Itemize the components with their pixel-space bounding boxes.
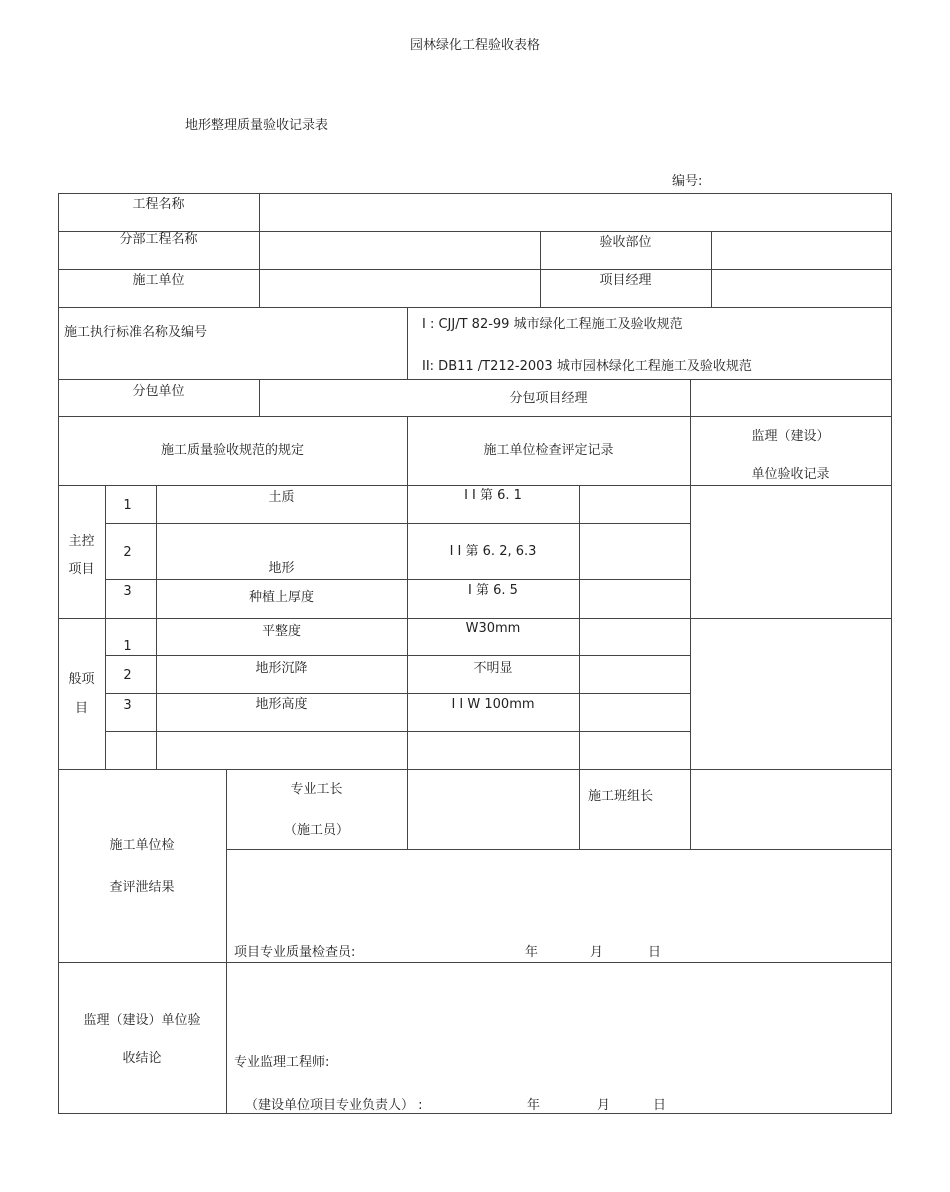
general-item-name: 地形沉降 [255, 661, 308, 676]
sub-manager-label: 分包项目经理 [509, 391, 588, 406]
subcontractor-label: 分包单位 [132, 384, 185, 399]
main-items-label-1: 主控 [68, 534, 95, 549]
col-supervision-header-1: 监理（建设） [751, 429, 830, 444]
acceptance-part-label: 验收部位 [599, 235, 652, 250]
sub-manager-field[interactable] [693, 382, 888, 414]
supervision-month-label: 月 [597, 1098, 611, 1113]
general-item-ref: I I W 100mm [451, 697, 535, 712]
foreman-label-1: 专业工长 [290, 782, 343, 797]
team-leader-label: 施工班组长 [588, 789, 654, 804]
main-item-no: 2 [123, 545, 132, 560]
supervision-label-1: 监理（建设）单位验 [83, 1013, 201, 1028]
constructor-label: 施工单位 [132, 273, 185, 288]
foreman-label-2: （施工员） [283, 823, 349, 838]
main-item-no: 1 [123, 498, 132, 513]
supervision-day-label: 日 [653, 1098, 667, 1113]
supervision-label-2: 收结论 [122, 1051, 162, 1066]
general-item-name: 地形高度 [255, 697, 308, 712]
inspector-label: 项目专业质量检查员: [234, 945, 356, 960]
main-item-ref: I 第 6. 5 [468, 583, 518, 598]
general-items-label-2: 目 [74, 701, 88, 716]
main-item-ref: I I 第 6. 2, 6.3 [449, 544, 537, 559]
supervision-year-label: 年 [527, 1098, 541, 1113]
inspection-label-1: 施工单位检 [109, 838, 175, 853]
inspection-label-2: 查评泄结果 [109, 880, 175, 895]
foreman-field[interactable] [410, 772, 576, 846]
main-item-name: 种植上厚度 [248, 590, 314, 605]
general-item-no: 3 [123, 698, 132, 713]
project-name-label: 工程名称 [132, 197, 185, 212]
inspection-year-label: 年 [525, 945, 539, 960]
col-record-header: 施工单位检查评定记录 [483, 443, 614, 458]
sub-project-label: 分部工程名称 [119, 232, 198, 247]
standard-2: II: DB11 /T212-2003 城市园林绿化工程施工及验收规范 [422, 359, 752, 374]
number-label: 编号: [672, 174, 703, 189]
main-item-name: 地形 [268, 561, 295, 576]
form-title: 地形整理质量验收记录表 [185, 118, 329, 133]
main-item-name: 土质 [268, 490, 295, 505]
project-name-field[interactable] [262, 197, 888, 227]
page-title: 园林绿化工程验收表格 [409, 38, 540, 53]
general-item-ref: 不明显 [473, 661, 513, 676]
standard-1: I : CJJ/T 82-99 城市绿化工程施工及验收规范 [422, 317, 683, 332]
col-spec-header: 施工质量验收规范的规定 [160, 443, 304, 458]
standard-label: 施工执行标准名称及编号 [64, 325, 208, 340]
col-supervision-header-2: 单位验收记录 [751, 467, 830, 482]
main-item-no: 3 [123, 584, 132, 599]
sub-project-field[interactable] [262, 234, 538, 266]
acceptance-part-field[interactable] [714, 234, 889, 266]
owner-representative-label: （建设单位项目专业负责人） : [245, 1098, 423, 1113]
general-items-label-1: 般项 [68, 672, 95, 687]
team-leader-field[interactable] [693, 772, 888, 846]
inspection-month-label: 月 [590, 945, 604, 960]
project-manager-field[interactable] [714, 272, 889, 304]
general-item-ref: W30mm [465, 621, 521, 636]
general-item-no: 1 [123, 639, 132, 654]
project-manager-label: 项目经理 [599, 273, 652, 288]
main-item-ref: I I 第 6. 1 [464, 488, 522, 503]
constructor-field[interactable] [262, 272, 538, 304]
supervision-engineer-label: 专业监理工程师: [234, 1055, 330, 1070]
general-item-no: 2 [123, 668, 132, 683]
general-item-name: 平整度 [261, 624, 301, 639]
inspection-day-label: 日 [648, 945, 662, 960]
main-items-label-2: 项目 [68, 562, 95, 577]
